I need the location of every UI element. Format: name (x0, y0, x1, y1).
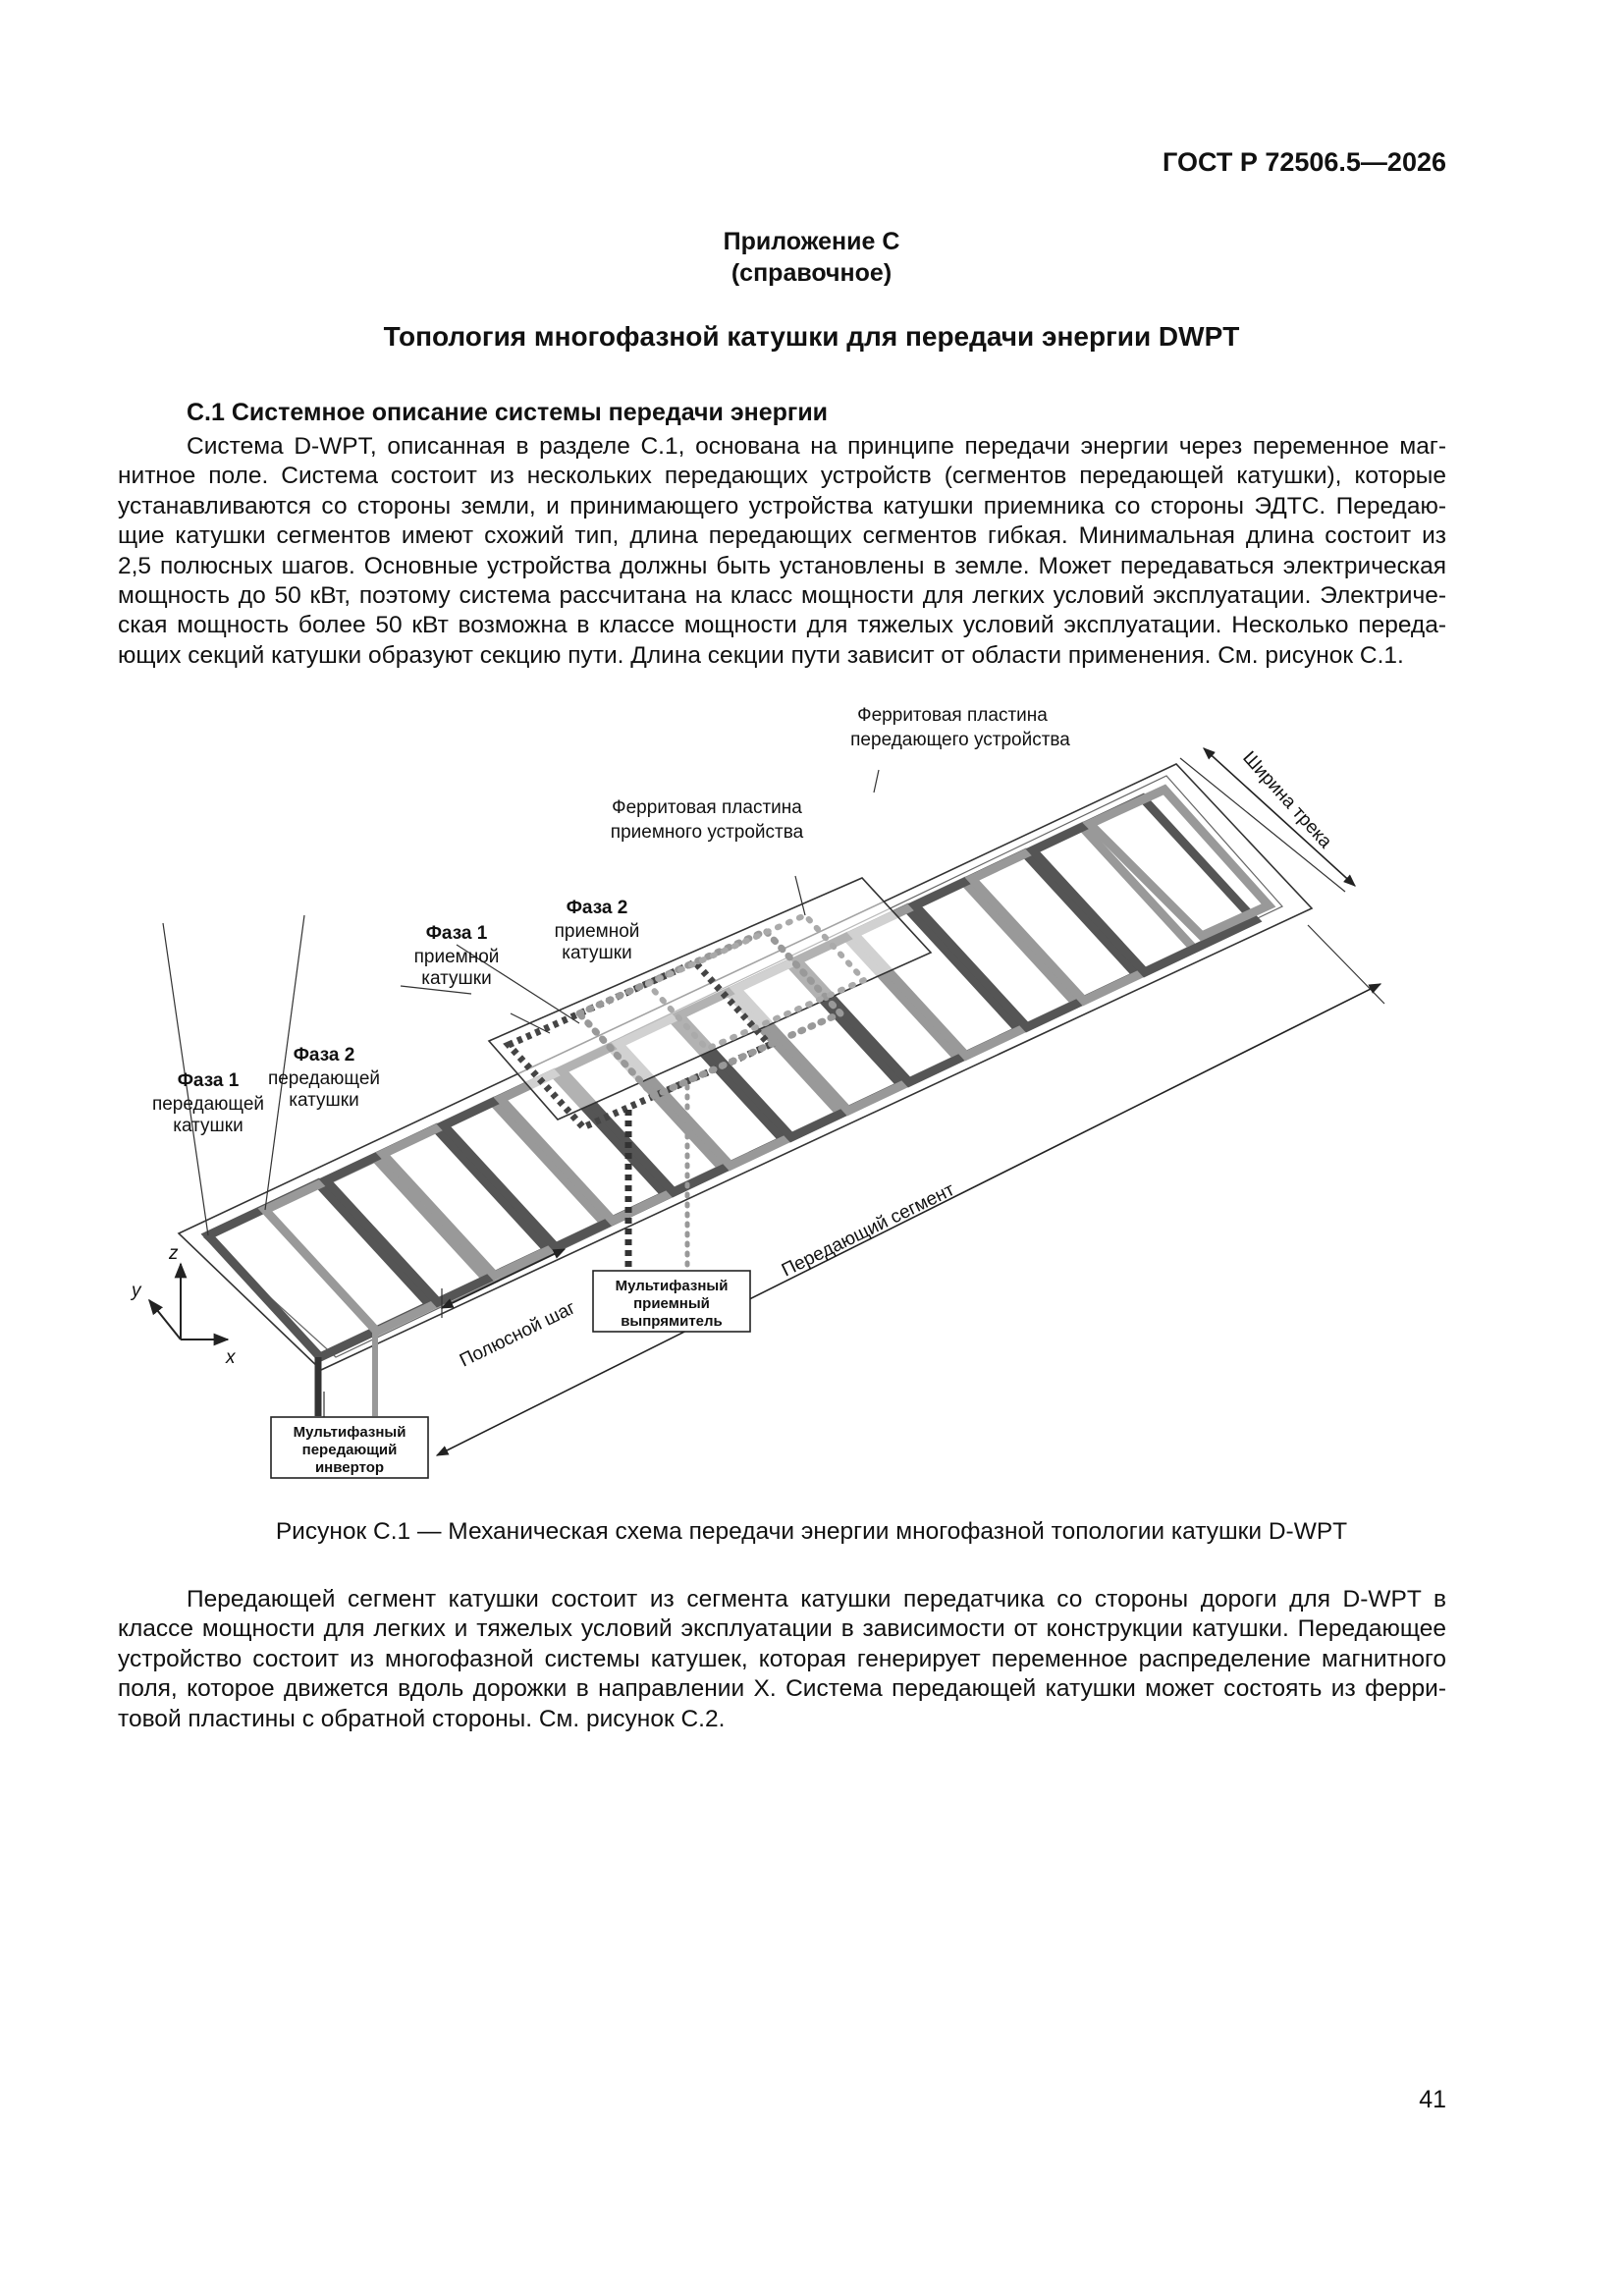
label-axis-z: z (169, 1243, 179, 1264)
label-ferrite-tx-1: Ферритовая пластина (857, 705, 1048, 726)
main-title: Топология многофазной катушки для передачи энергии DWPT (383, 321, 1240, 352)
label-tx-segment: Передающий сегмент (778, 1179, 958, 1282)
figure-caption: Рисунок С.1 — Механическая схема передачи энергии многофазной топологии катушки D-WPT (275, 1518, 1348, 1545)
paragraph-line: устанавливаются со стороны земли, и принимающего устройства катушки приемника со стороны ЭДТС. Передаю- (118, 492, 1446, 519)
label-rectifier-1: Мультифазный (615, 1278, 729, 1294)
paragraph-1 (118, 432, 1446, 671)
label-rx-phase2-1: Фаза 2 (566, 898, 628, 918)
label-tx-phase1-3: катушки (173, 1116, 243, 1136)
paragraph-line: Передающей сегмент катушки состоит из сегмента катушки передатчика со стороны дороги для D-WPT в (187, 1586, 1446, 1613)
label-rx-phase1-2: приемной (413, 947, 500, 967)
label-axis-y: y (132, 1281, 141, 1301)
paragraph-line: поля, которое движется вдоль дорожки в направлении X. Система передающей катушки может состоять из ферри- (118, 1675, 1446, 1703)
paragraph-line: устройство состоит из многофазной системы катушек, которая генерирует переменное распределение магнитного (118, 1645, 1446, 1672)
paragraph-line: щие катушки сегментов имеют схожий тип, длина передающих сегментов гибкая. Минимальная длина состоит из (118, 522, 1446, 550)
paragraph-line: мощность до 50 кВт, поэтому система рассчитана на класс мощности для легких условий эксплуатации. Электриче- (118, 581, 1446, 609)
label-rx-phase2-2: приемной (554, 921, 640, 942)
label-rx-phase1-1: Фаза 1 (425, 923, 488, 944)
pole-pitch-dimension (442, 1249, 565, 1308)
appendix-title: Приложение С (723, 228, 900, 255)
paragraph-line: ющих секций катушки образуют секцию пути. Длина секции пути зависит от области применения. См. рисунок С.1. (118, 641, 1404, 669)
label-rx-phase1-3: катушки (421, 968, 492, 989)
page-number: 41 (1419, 2086, 1446, 2113)
label-axis-x: x (226, 1347, 236, 1368)
label-inverter-2: передающий (301, 1442, 398, 1458)
label-inverter-1: Мультифазный (293, 1424, 406, 1441)
dwpt-figure (118, 699, 1446, 1500)
paragraph-line: нитное поле. Система состоит из нескольких передающих устройств (сегментов передающей катушки), которые (118, 463, 1446, 490)
label-ferrite-tx-2: передающего устройства (850, 730, 1070, 750)
appendix-note: (справочное) (730, 259, 893, 287)
paragraph-line: ская мощность более 50 кВт возможна в классе мощности для тяжелых условий эксплуатации. Несколько переда- (118, 612, 1446, 639)
label-tx-phase1-1: Фаза 1 (177, 1070, 240, 1091)
tx-segment-ext (1308, 925, 1384, 1004)
label-tx-phase2-1: Фаза 2 (293, 1045, 355, 1066)
label-tx-phase2-2: передающей (267, 1068, 381, 1089)
paragraph-line: товой пластины с обратной стороны. См. рисунок С.2. (118, 1705, 726, 1732)
label-rectifier-2: приемный (633, 1295, 710, 1312)
paragraph-2 (118, 1585, 1446, 1734)
paragraph-line: классе мощности для легких и тяжелых условий эксплуатации в зависимости от конструкции катушки. Передающее (118, 1615, 1446, 1643)
axes (149, 1264, 228, 1339)
label-tx-phase1-2: передающей (151, 1094, 265, 1115)
label-pole-pitch: Полюсной шаг (456, 1297, 579, 1372)
rx-ferrite-plate (489, 878, 931, 1120)
label-ferrite-rx-2: приемного устройства (610, 822, 804, 843)
paragraph-line: 2,5 полюсных шагов. Основные устройства должны быть установлены в земле. Может передаваться электрическая (118, 552, 1446, 579)
label-rx-phase2-3: катушки (562, 943, 632, 963)
label-rectifier-3: выпрямитель (621, 1313, 723, 1330)
label-ferrite-rx-1: Ферритовая пластина (612, 797, 802, 818)
label-tx-phase2-3: катушки (289, 1090, 359, 1111)
label-inverter-3: инвертор (314, 1459, 385, 1476)
paragraph-line: Система D-WPT, описанная в разделе С.1, основана на принципе передачи энергии через переменное маг- (187, 433, 1446, 460)
document-code: ГОСТ Р 72506.5—2026 (1163, 147, 1446, 177)
section-heading: С.1 Системное описание системы передачи энергии (187, 399, 829, 426)
label-track-width: Ширина трека (1238, 747, 1336, 853)
